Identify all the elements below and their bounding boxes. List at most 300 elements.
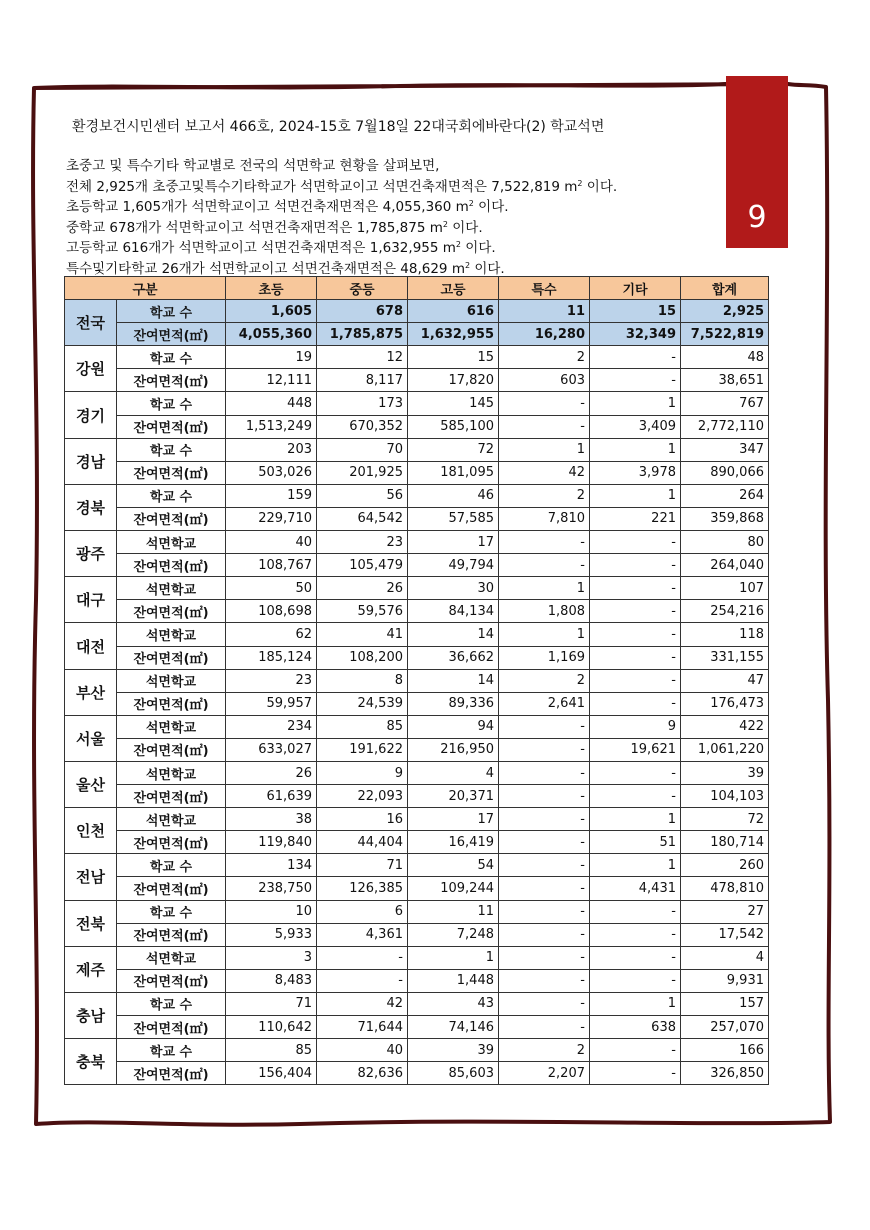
value-cell: 12,111	[226, 369, 317, 392]
value-cell: 264,040	[681, 554, 769, 577]
value-cell: 616	[408, 300, 499, 323]
value-cell: 6	[317, 900, 408, 923]
table-row	[65, 992, 769, 1015]
value-cell: 326,850	[681, 1062, 769, 1085]
value-cell: 7,522,819	[681, 323, 769, 346]
value-cell: 191,622	[317, 738, 408, 761]
value-cell: -	[590, 577, 681, 600]
value-cell: 40	[317, 1039, 408, 1062]
region-cell: 부산	[65, 669, 117, 715]
value-cell: 1	[590, 992, 681, 1015]
value-cell: 2	[499, 484, 590, 507]
header-elementary: 초등	[226, 277, 317, 300]
value-cell: 176,473	[681, 692, 769, 715]
value-cell: 221	[590, 507, 681, 530]
value-cell: -	[499, 554, 590, 577]
value-cell: 1,808	[499, 600, 590, 623]
value-cell: 2	[499, 1039, 590, 1062]
value-cell: 15	[590, 300, 681, 323]
value-cell: 1	[590, 808, 681, 831]
value-cell: -	[499, 415, 590, 438]
table-row	[65, 369, 769, 392]
table-row	[65, 1039, 769, 1062]
metric-label: 잔여면적(㎡)	[117, 1016, 226, 1039]
value-cell: -	[499, 715, 590, 738]
value-cell: 17,820	[408, 369, 499, 392]
intro-line-1: 초중고 및 특수기타 학교별로 전국의 석면학교 현황을 살펴보면,	[66, 158, 440, 174]
metric-label: 잔여면적(㎡)	[117, 646, 226, 669]
metric-label: 잔여면적(㎡)	[117, 600, 226, 623]
value-cell: 110,642	[226, 1016, 317, 1039]
region-cell: 경남	[65, 438, 117, 484]
value-cell: 4,055,360	[226, 323, 317, 346]
metric-label: 잔여면적(㎡)	[117, 415, 226, 438]
value-cell: 216,950	[408, 738, 499, 761]
value-cell: 42	[317, 992, 408, 1015]
value-cell: 85	[317, 715, 408, 738]
value-cell: 8,483	[226, 969, 317, 992]
region-cell: 광주	[65, 531, 117, 577]
metric-label: 학교 수	[117, 392, 226, 415]
value-cell: 72	[681, 808, 769, 831]
value-cell: -	[499, 831, 590, 854]
value-cell: 56	[317, 484, 408, 507]
value-cell: -	[317, 969, 408, 992]
table-row	[65, 415, 769, 438]
value-cell: 26	[317, 577, 408, 600]
value-cell: 109,244	[408, 877, 499, 900]
value-cell: -	[499, 877, 590, 900]
value-cell: -	[590, 531, 681, 554]
value-cell: 4	[681, 946, 769, 969]
metric-label: 잔여면적(㎡)	[117, 969, 226, 992]
value-cell: 134	[226, 854, 317, 877]
value-cell: 59,576	[317, 600, 408, 623]
value-cell: -	[590, 1039, 681, 1062]
value-cell: 234	[226, 715, 317, 738]
intro-line-5: 고등학교 616개가 석면학교이고 석면건축재면적은 1,632,955 $m^2$ 이다.	[66, 240, 496, 257]
region-cell: 충북	[65, 1039, 117, 1085]
value-cell: 64,542	[317, 507, 408, 530]
metric-label: 잔여면적(㎡)	[117, 461, 226, 484]
value-cell: 11	[408, 900, 499, 923]
value-cell: 85	[226, 1039, 317, 1062]
value-cell: 585,100	[408, 415, 499, 438]
metric-label: 잔여면적(㎡)	[117, 369, 226, 392]
value-cell: 185,124	[226, 646, 317, 669]
table-row	[65, 738, 769, 761]
metric-label: 잔여면적(㎡)	[117, 507, 226, 530]
value-cell: 40	[226, 531, 317, 554]
table-row	[65, 600, 769, 623]
value-cell: 3,978	[590, 461, 681, 484]
value-cell: 42	[499, 461, 590, 484]
value-cell: 72	[408, 438, 499, 461]
value-cell: -	[590, 669, 681, 692]
value-cell: 80	[681, 531, 769, 554]
value-cell: 9	[590, 715, 681, 738]
table-row	[65, 577, 769, 600]
value-cell: 30	[408, 577, 499, 600]
value-cell: 20,371	[408, 785, 499, 808]
region-cell: 울산	[65, 761, 117, 807]
region-cell: 대구	[65, 577, 117, 623]
value-cell: 57,585	[408, 507, 499, 530]
value-cell: -	[590, 554, 681, 577]
value-cell: 26	[226, 761, 317, 784]
table-row	[65, 392, 769, 415]
value-cell: 14	[408, 623, 499, 646]
value-cell: 2,641	[499, 692, 590, 715]
value-cell: 48	[681, 346, 769, 369]
value-cell: 448	[226, 392, 317, 415]
value-cell: 74,146	[408, 1016, 499, 1039]
region-cell: 제주	[65, 946, 117, 992]
value-cell: 107	[681, 577, 769, 600]
table-header-row	[65, 277, 769, 300]
value-cell: 39	[681, 761, 769, 784]
metric-label: 잔여면적(㎡)	[117, 785, 226, 808]
value-cell: 47	[681, 669, 769, 692]
value-cell: 126,385	[317, 877, 408, 900]
value-cell: 44,404	[317, 831, 408, 854]
value-cell: 1,448	[408, 969, 499, 992]
value-cell: 1	[499, 438, 590, 461]
metric-label: 석면학교	[117, 669, 226, 692]
intro-line-2: 전체 2,925개 초중고및특수기타학교가 석면학교이고 석면건축재면적은 7,522,819 $m^2$ 이다.	[66, 178, 618, 195]
value-cell: 118	[681, 623, 769, 646]
value-cell: 1	[590, 484, 681, 507]
value-cell: 1	[499, 577, 590, 600]
value-cell: 70	[317, 438, 408, 461]
table-row	[65, 877, 769, 900]
value-cell: 422	[681, 715, 769, 738]
value-cell: 203	[226, 438, 317, 461]
value-cell: 145	[408, 392, 499, 415]
value-cell: 61,639	[226, 785, 317, 808]
value-cell: 17,542	[681, 923, 769, 946]
table-row	[65, 300, 769, 323]
value-cell: 4,431	[590, 877, 681, 900]
table-row	[65, 900, 769, 923]
value-cell: -	[590, 923, 681, 946]
value-cell: 2,772,110	[681, 415, 769, 438]
value-cell: 16,280	[499, 323, 590, 346]
table-row	[65, 669, 769, 692]
value-cell: 8	[317, 669, 408, 692]
value-cell: 254,216	[681, 600, 769, 623]
metric-label: 석면학교	[117, 715, 226, 738]
intro-line-4: 중학교 678개가 석면학교이고 석면건축재면적은 1,785,875 $m^2$ 이다.	[66, 219, 483, 236]
metric-label: 석면학교	[117, 808, 226, 831]
report-header: 환경보건시민센터 보고서 466호, 2024-15호 7월18일 22대국회에바란다(2) 학교석면	[72, 119, 605, 135]
metric-label: 학교 수	[117, 484, 226, 507]
value-cell: 359,868	[681, 507, 769, 530]
value-cell: 1,513,249	[226, 415, 317, 438]
metric-label: 석면학교	[117, 946, 226, 969]
value-cell: 105,479	[317, 554, 408, 577]
value-cell: -	[499, 738, 590, 761]
value-cell: 16	[317, 808, 408, 831]
region-cell: 대전	[65, 623, 117, 669]
metric-label: 학교 수	[117, 900, 226, 923]
page-number: 9	[747, 200, 767, 235]
value-cell: 94	[408, 715, 499, 738]
intro-line-6: 특수및기타학교 26개가 석면학교이고 석면건축재면적은 48,629 $m^2$ 이다.	[66, 260, 505, 277]
value-cell: 4	[408, 761, 499, 784]
region-cell: 전북	[65, 900, 117, 946]
header-high: 고등	[408, 277, 499, 300]
region-cell: 경기	[65, 392, 117, 438]
table-row	[65, 785, 769, 808]
value-cell: -	[590, 346, 681, 369]
region-cell: 전남	[65, 854, 117, 900]
value-cell: -	[590, 692, 681, 715]
value-cell: 1	[590, 438, 681, 461]
table-row	[65, 484, 769, 507]
value-cell: 7,810	[499, 507, 590, 530]
value-cell: 890,066	[681, 461, 769, 484]
metric-label: 학교 수	[117, 300, 226, 323]
table-row	[65, 346, 769, 369]
metric-label: 학교 수	[117, 854, 226, 877]
value-cell: 82,636	[317, 1062, 408, 1085]
value-cell: 12	[317, 346, 408, 369]
value-cell: 46	[408, 484, 499, 507]
value-cell: 71,644	[317, 1016, 408, 1039]
value-cell: 1,785,875	[317, 323, 408, 346]
value-cell: 173	[317, 392, 408, 415]
value-cell: 1,169	[499, 646, 590, 669]
metric-label: 잔여면적(㎡)	[117, 738, 226, 761]
value-cell: 181,095	[408, 461, 499, 484]
value-cell: 159	[226, 484, 317, 507]
value-cell: -	[317, 946, 408, 969]
value-cell: -	[590, 369, 681, 392]
value-cell: 119,840	[226, 831, 317, 854]
value-cell: 19,621	[590, 738, 681, 761]
value-cell: 156,404	[226, 1062, 317, 1085]
value-cell: 39	[408, 1039, 499, 1062]
metric-label: 학교 수	[117, 1039, 226, 1062]
value-cell: 3	[226, 946, 317, 969]
value-cell: 264	[681, 484, 769, 507]
metric-label: 잔여면적(㎡)	[117, 692, 226, 715]
value-cell: 54	[408, 854, 499, 877]
value-cell: 260	[681, 854, 769, 877]
value-cell: 17	[408, 531, 499, 554]
value-cell: 238,750	[226, 877, 317, 900]
value-cell: 3,409	[590, 415, 681, 438]
table-row	[65, 531, 769, 554]
table-row	[65, 507, 769, 530]
value-cell: 14	[408, 669, 499, 692]
value-cell: 15	[408, 346, 499, 369]
value-cell: 4,361	[317, 923, 408, 946]
region-cell: 인천	[65, 808, 117, 854]
table-row	[65, 715, 769, 738]
value-cell: 59,957	[226, 692, 317, 715]
value-cell: 257,070	[681, 1016, 769, 1039]
value-cell: 1	[408, 946, 499, 969]
metric-label: 학교 수	[117, 438, 226, 461]
value-cell: 603	[499, 369, 590, 392]
table-row	[65, 808, 769, 831]
value-cell: 1	[499, 623, 590, 646]
value-cell: 767	[681, 392, 769, 415]
value-cell: 23	[317, 531, 408, 554]
region-cell: 경북	[65, 484, 117, 530]
value-cell: 1,605	[226, 300, 317, 323]
value-cell: -	[499, 531, 590, 554]
table-row	[65, 854, 769, 877]
value-cell: 10	[226, 900, 317, 923]
table-row	[65, 438, 769, 461]
value-cell: 27	[681, 900, 769, 923]
value-cell: 7,248	[408, 923, 499, 946]
header-other: 기타	[590, 277, 681, 300]
value-cell: 9	[317, 761, 408, 784]
value-cell: 2	[499, 669, 590, 692]
value-cell: 36,662	[408, 646, 499, 669]
value-cell: 108,698	[226, 600, 317, 623]
value-cell: 670,352	[317, 415, 408, 438]
table-row	[65, 831, 769, 854]
value-cell: -	[590, 900, 681, 923]
value-cell: -	[499, 761, 590, 784]
region-cell: 강원	[65, 346, 117, 392]
value-cell: -	[499, 900, 590, 923]
value-cell: 201,925	[317, 461, 408, 484]
value-cell: -	[590, 600, 681, 623]
value-cell: -	[590, 946, 681, 969]
value-cell: -	[499, 992, 590, 1015]
value-cell: 104,103	[681, 785, 769, 808]
header-middle: 중등	[317, 277, 408, 300]
value-cell: -	[499, 969, 590, 992]
region-cell: 서울	[65, 715, 117, 761]
metric-label: 잔여면적(㎡)	[117, 877, 226, 900]
table-row	[65, 554, 769, 577]
value-cell: 1	[590, 854, 681, 877]
table-row	[65, 692, 769, 715]
table-row	[65, 923, 769, 946]
value-cell: -	[499, 946, 590, 969]
value-cell: 41	[317, 623, 408, 646]
value-cell: 43	[408, 992, 499, 1015]
table-row	[65, 969, 769, 992]
value-cell: 180,714	[681, 831, 769, 854]
value-cell: 2,925	[681, 300, 769, 323]
metric-label: 잔여면적(㎡)	[117, 831, 226, 854]
value-cell: 19	[226, 346, 317, 369]
metric-label: 학교 수	[117, 346, 226, 369]
value-cell: 1	[590, 392, 681, 415]
value-cell: 71	[317, 854, 408, 877]
table-row	[65, 646, 769, 669]
value-cell: 32,349	[590, 323, 681, 346]
value-cell: 503,026	[226, 461, 317, 484]
value-cell: 8,117	[317, 369, 408, 392]
value-cell: 478,810	[681, 877, 769, 900]
value-cell: 1,632,955	[408, 323, 499, 346]
value-cell: 108,200	[317, 646, 408, 669]
value-cell: -	[499, 808, 590, 831]
value-cell: -	[499, 854, 590, 877]
table-row	[65, 761, 769, 784]
value-cell: 38,651	[681, 369, 769, 392]
value-cell: 50	[226, 577, 317, 600]
value-cell: 166	[681, 1039, 769, 1062]
value-cell: 331,155	[681, 646, 769, 669]
table-row	[65, 461, 769, 484]
value-cell: 49,794	[408, 554, 499, 577]
metric-label: 잔여면적(㎡)	[117, 323, 226, 346]
value-cell: 85,603	[408, 1062, 499, 1085]
value-cell: 2	[499, 346, 590, 369]
value-cell: 17	[408, 808, 499, 831]
metric-label: 석면학교	[117, 623, 226, 646]
value-cell: 89,336	[408, 692, 499, 715]
value-cell: -	[590, 761, 681, 784]
header-category: 구분	[65, 277, 226, 300]
table-row	[65, 623, 769, 646]
value-cell: 347	[681, 438, 769, 461]
metric-label: 잔여면적(㎡)	[117, 554, 226, 577]
value-cell: 633,027	[226, 738, 317, 761]
value-cell: 1,061,220	[681, 738, 769, 761]
intro-line-3: 초등학교 1,605개가 석면학교이고 석면건축재면적은 4,055,360 $m^2$ 이다.	[66, 199, 509, 216]
metric-label: 석면학교	[117, 577, 226, 600]
value-cell: -	[499, 1016, 590, 1039]
value-cell: 51	[590, 831, 681, 854]
value-cell: -	[590, 969, 681, 992]
value-cell: -	[499, 392, 590, 415]
value-cell: 16,419	[408, 831, 499, 854]
region-cell: 충남	[65, 992, 117, 1038]
value-cell: 157	[681, 992, 769, 1015]
table-row	[65, 1016, 769, 1039]
value-cell: 11	[499, 300, 590, 323]
table-row	[65, 323, 769, 346]
value-cell: 638	[590, 1016, 681, 1039]
asbestos-school-table	[64, 276, 769, 1085]
value-cell: 22,093	[317, 785, 408, 808]
value-cell: -	[590, 623, 681, 646]
header-special: 특수	[499, 277, 590, 300]
value-cell: 5,933	[226, 923, 317, 946]
table-row	[65, 1062, 769, 1085]
metric-label: 석면학교	[117, 531, 226, 554]
metric-label: 학교 수	[117, 992, 226, 1015]
value-cell: -	[590, 1062, 681, 1085]
intro-text	[66, 156, 617, 280]
value-cell: 84,134	[408, 600, 499, 623]
value-cell: -	[590, 646, 681, 669]
value-cell: -	[499, 785, 590, 808]
value-cell: 38	[226, 808, 317, 831]
value-cell: 24,539	[317, 692, 408, 715]
metric-label: 잔여면적(㎡)	[117, 1062, 226, 1085]
header-total: 합계	[681, 277, 769, 300]
table-row	[65, 946, 769, 969]
value-cell: 108,767	[226, 554, 317, 577]
value-cell: 71	[226, 992, 317, 1015]
value-cell: 678	[317, 300, 408, 323]
metric-label: 석면학교	[117, 761, 226, 784]
value-cell: 2,207	[499, 1062, 590, 1085]
region-cell: 전국	[65, 300, 117, 346]
